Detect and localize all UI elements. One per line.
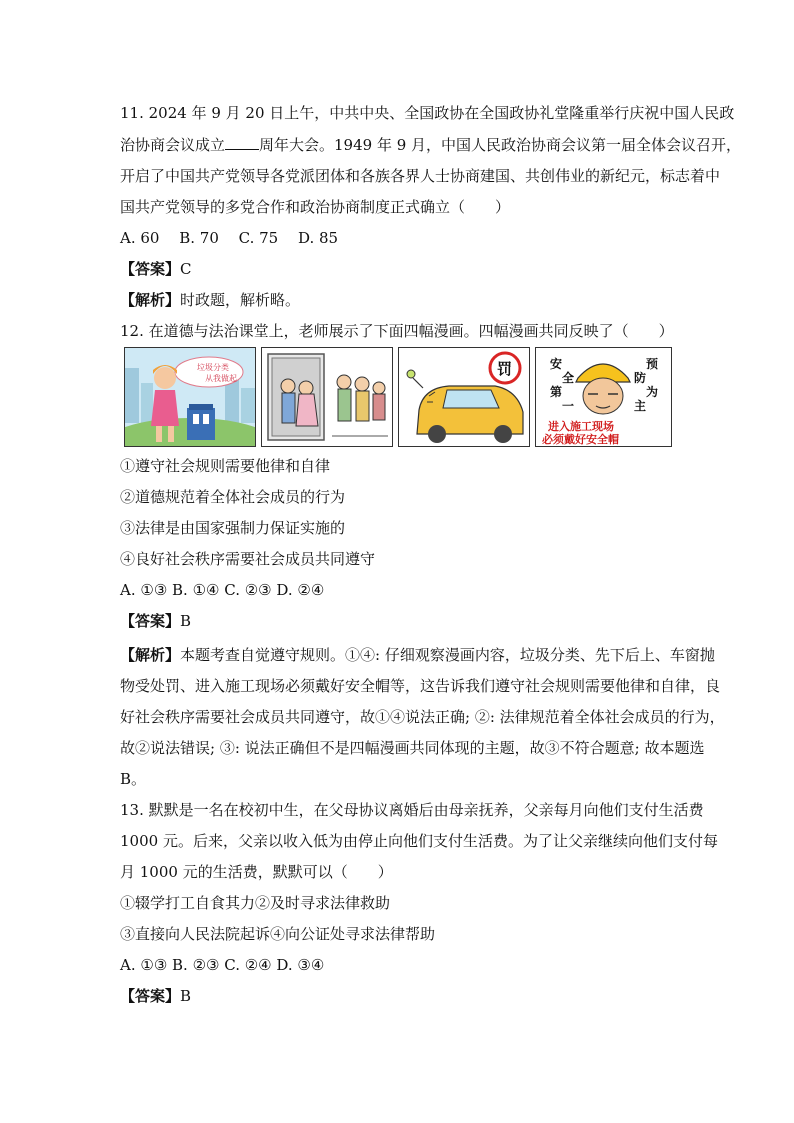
answer-label: 【答案】 <box>120 260 181 278</box>
analysis-label: 【解析】 <box>120 291 181 309</box>
q12-answer <box>120 611 191 631</box>
comic4-left-char-3: 第 <box>550 385 563 399</box>
q13-statement-1: ①辍学打工自食其力②及时寻求法律救助 <box>120 894 391 912</box>
q11-options: A. 60 B. 70 C. 75 D. 85 <box>120 229 339 247</box>
comic1-bubble-text-2: 从我做起 <box>205 374 237 383</box>
q13-stem-line-1: 13. 默默是一名在校初中生，在父母协议离婚后由母亲抚养，父亲每月向他们支付生活费 <box>120 801 704 819</box>
q13-statement-2: ③直接向人民法院起诉④向公证处寻求法律帮助 <box>120 925 436 943</box>
q12-stem: 12. 在道德与法治课堂上，老师展示了下面四幅漫画。四幅漫画共同反映了（ ） <box>120 322 674 340</box>
comic4-banner-2: 必须戴好安全帽 <box>542 433 619 446</box>
q13-stem-line-3: 月 1000 元的生活费，默默可以（ ） <box>120 863 393 881</box>
comic-car-littering-fine <box>398 347 530 447</box>
q11-stem-line-2a: 治协商会议成立 <box>120 136 226 154</box>
comic3-fine-sign: 罚 <box>497 360 513 378</box>
q13-options: A. ①③ B. ②③ C. ②④ D. ③④ <box>120 956 325 974</box>
q13-stem-line-2: 1000 元。后来，父亲以收入低为由停止向他们支付生活费。为了让父亲继续向他们支付每 <box>120 832 718 850</box>
q12-statement-2: ②道德规范着全体社会成员的行为 <box>120 488 346 506</box>
answer-label: 【答案】 <box>120 987 181 1005</box>
comic4-right-char-2: 防 <box>634 371 647 385</box>
q11-stem-line-3: 开启了中国共产党领导各党派团体和各族各界人士协商建国、共创伟业的新纪元，标志着中 <box>120 167 721 185</box>
q11-stem-line-2 <box>120 135 741 155</box>
q12-statement-1: ①遵守社会规则需要他律和自律 <box>120 457 331 475</box>
comic4-banner-1: 进入施工现场 <box>548 420 614 433</box>
q12-analysis-line-3: 好社会秩序需要社会成员共同遵守，故①④说法正确; ②: 法律规范着全体社会成员的行为， <box>120 708 725 726</box>
comic-safety-helmet <box>535 347 672 447</box>
q12-analysis-line-4: 故②说法错误; ③: 说法正确但不是四幅漫画共同体现的主题，故③不符合题意; 故本题选 <box>120 739 705 757</box>
q11-answer <box>120 259 192 279</box>
q12-statement-4: ④良好社会秩序需要社会成员共同遵守 <box>120 550 376 568</box>
comic4-right-char-3: 为 <box>646 385 659 399</box>
q12-analysis-line-1 <box>120 645 715 665</box>
comic-garbage-sorting <box>124 347 256 447</box>
q11-analysis <box>120 290 300 310</box>
comic4-left-char-1: 安 <box>550 357 563 371</box>
comic4-right-char-1: 预 <box>646 357 659 371</box>
answer-value: B <box>180 612 192 630</box>
answer-label: 【答案】 <box>120 612 181 630</box>
comic-strip <box>124 347 672 447</box>
analysis-label: 【解析】 <box>120 646 181 664</box>
q12-statement-3: ③法律是由国家强制力保证实施的 <box>120 519 346 537</box>
comic4-left-char-4: 一 <box>562 399 575 413</box>
q12-options: A. ①③ B. ①④ C. ②③ D. ②④ <box>120 581 325 599</box>
comic4-left-char-2: 全 <box>562 371 575 385</box>
answer-value: C <box>180 260 192 278</box>
q11-answer-blank <box>225 135 259 150</box>
q12-analysis-line-2: 物受处罚、进入施工现场必须戴好安全帽等，这告诉我们遵守社会规则需要他律和自律，良 <box>120 677 721 695</box>
comic1-bubble-text-1: 垃圾分类 <box>197 363 229 372</box>
q12-analysis-line-5: B。 <box>120 770 147 788</box>
comic-elevator <box>261 347 393 447</box>
answer-value: B <box>180 987 192 1005</box>
comic4-right-char-4: 主 <box>634 399 647 413</box>
q11-stem-line-2b: 周年大会。1949 年 9 月，中国人民政治协商会议第一届全体会议召开， <box>259 136 742 154</box>
analysis-text: 时政题，解析略。 <box>180 291 301 309</box>
q11-stem-line-1: 11. 2024 年 9 月 20 日上午，中共中央、全国政协在全国政协礼堂隆重举行庆祝中国人民政 <box>120 104 735 122</box>
analysis-text-1: 本题考查自觉遵守规则。①④: 仔细观察漫画内容，垃圾分类、先下后上、车窗抛 <box>180 646 715 664</box>
q13-answer <box>120 986 191 1006</box>
q11-stem-line-4: 国共产党领导的多党合作和政治协商制度正式确立（ ） <box>120 198 511 216</box>
